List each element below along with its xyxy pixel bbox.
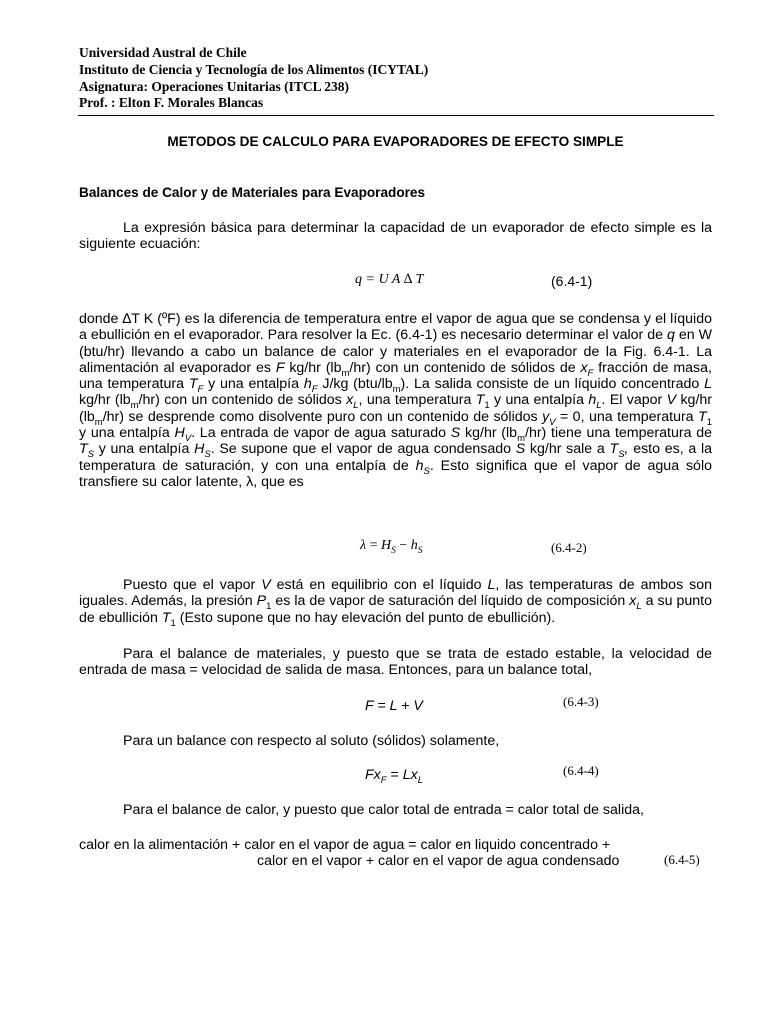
header-institute: Instituto de Ciencia y Tecnología de los Alimentos (ICYTAL) [79,61,429,77]
document-title: METODOS DE CALCULO PARA EVAPORADORES DE EFECTO SIMPLE [167,134,624,149]
equation-6-4-3 [365,698,423,714]
paragraph-material-balance: Para el balance de materiales, y puesto que se trata de estado estable, la velocidad de entrada de masa = velocidad de salida de masa. Entonces, para un balance total, [79,646,712,679]
equation-6-4-4: $Fx_F = Lx_L$ [365,767,424,786]
section-heading: Balances de Calor y de Materiales para Evaporadores [79,185,426,200]
paragraph-equilibrium: Puesto que el vapor V está en equilibrio con el líquido L, las temperaturas de ambos son iguales. Además, la presión $P_1$ es la de vapor de saturación del líquido de composición $x_L$ a su punto de ebullición $T_1$ (Esto supone que no hay elevación del punto de ebullición). [79,577,712,629]
header-university: Universidad Austral de Chile [79,45,247,60]
text-fragment: , las temperaturas de ambos son iguales. Además, la presión [79,577,712,610]
equation-text: F = L + V [365,698,423,714]
text-fragment: (Esto supone que no hay elevación del punto de ebullición). [175,609,556,626]
text-fragment: es la de vapor de saturación del líquido de composición [271,593,630,610]
equation-number-6-4-3: (6.4-3) [563,694,599,709]
equation-number-6-4-1: (6.4-1) [551,273,593,289]
header-course: Asignatura: Operaciones Unitarias (ITCL 238) [79,78,349,94]
paragraph-definitions: donde ∆T K (ºF) es la diferencia de temperatura entre el vapor de agua que se condensa y el líquido a ebullición en el evaporador. Para resolver la Ec. (6.4-1) es necesario determinar el valor de q en W (btu/hr) llevando a cabo un balance de calor y materiales en el evaporador de la Fig. 6.4-1. La alimentación al evaporador es F kg/hr $(lb_m/hr)$ con un contenido de sólidos de $x_F$ fracción de masa, una temperatura $T_F$ y una entalpía $h_F$ J/kg $(btu/lb_m)$. La salida consiste de un líquido concentrado L kg/hr $(lb_m/hr)$ con un contenido de sólidos $x_L$, una temperatura $T_1$ y una entalpía $h_L$. El vapor V kg/hr $(lb_m/hr)$ se desprende como disolvente puro con un contenido de sólidos $y_V = 0$, una temperatura $T_1$ y una entalpía $H_V$. La entrada de vapor de agua saturado S kg/hr $(lb_m/hr)$ tiene una temperatura de $T_S$ y una entalpía $H_S$. Se supone que el vapor de agua condensado S kg/hr sale a $T_S$, esto es, a la temperatura de saturación, y con una entalpía de $h_S$. Esto significa que el vapor de agua sólo transfiere su calor latente, λ, que es [79,311,713,490]
equation-text: q = U A ∆ T [355,272,424,287]
equation-6-4-1 [355,272,423,288]
equation-6-4-2: $\lambda = H_S - h_S$ [360,538,423,556]
text-fragment: a su punto de ebullición [79,593,712,626]
equation-number-6-4-4: (6.4-4) [563,763,599,778]
equation-number-6-4-2: (6.4-2) [551,540,587,555]
equation-6-4-5-line1: calor en la alimentación + calor en el vapor de agua = calor en liquido concentrado + [79,837,611,853]
header-professor: Prof. : Elton F. Morales Blancas [79,95,264,111]
equation-number-6-4-5: (6.4-5) [664,852,700,867]
equation-6-4-5-line2: calor en el vapor + calor en el vapor de agua condensado [257,853,620,869]
text-fragment: Puesto que el vapor [123,577,262,593]
text-fragment: está en equilibrio con el líquido [270,577,488,593]
paragraph-intro: La expresión básica para determinar la capacidad de un evaporador de efecto simple es la siguiente ecuación: [79,220,712,253]
paragraph-heat-balance: Para el balance de calor, y puesto que calor total de entrada = calor total de salida, [123,802,644,818]
paragraph-solute-balance: Para un balance con respecto al soluto (sólidos) solamente, [123,733,500,749]
document-header [79,45,719,112]
header-divider [78,115,714,116]
